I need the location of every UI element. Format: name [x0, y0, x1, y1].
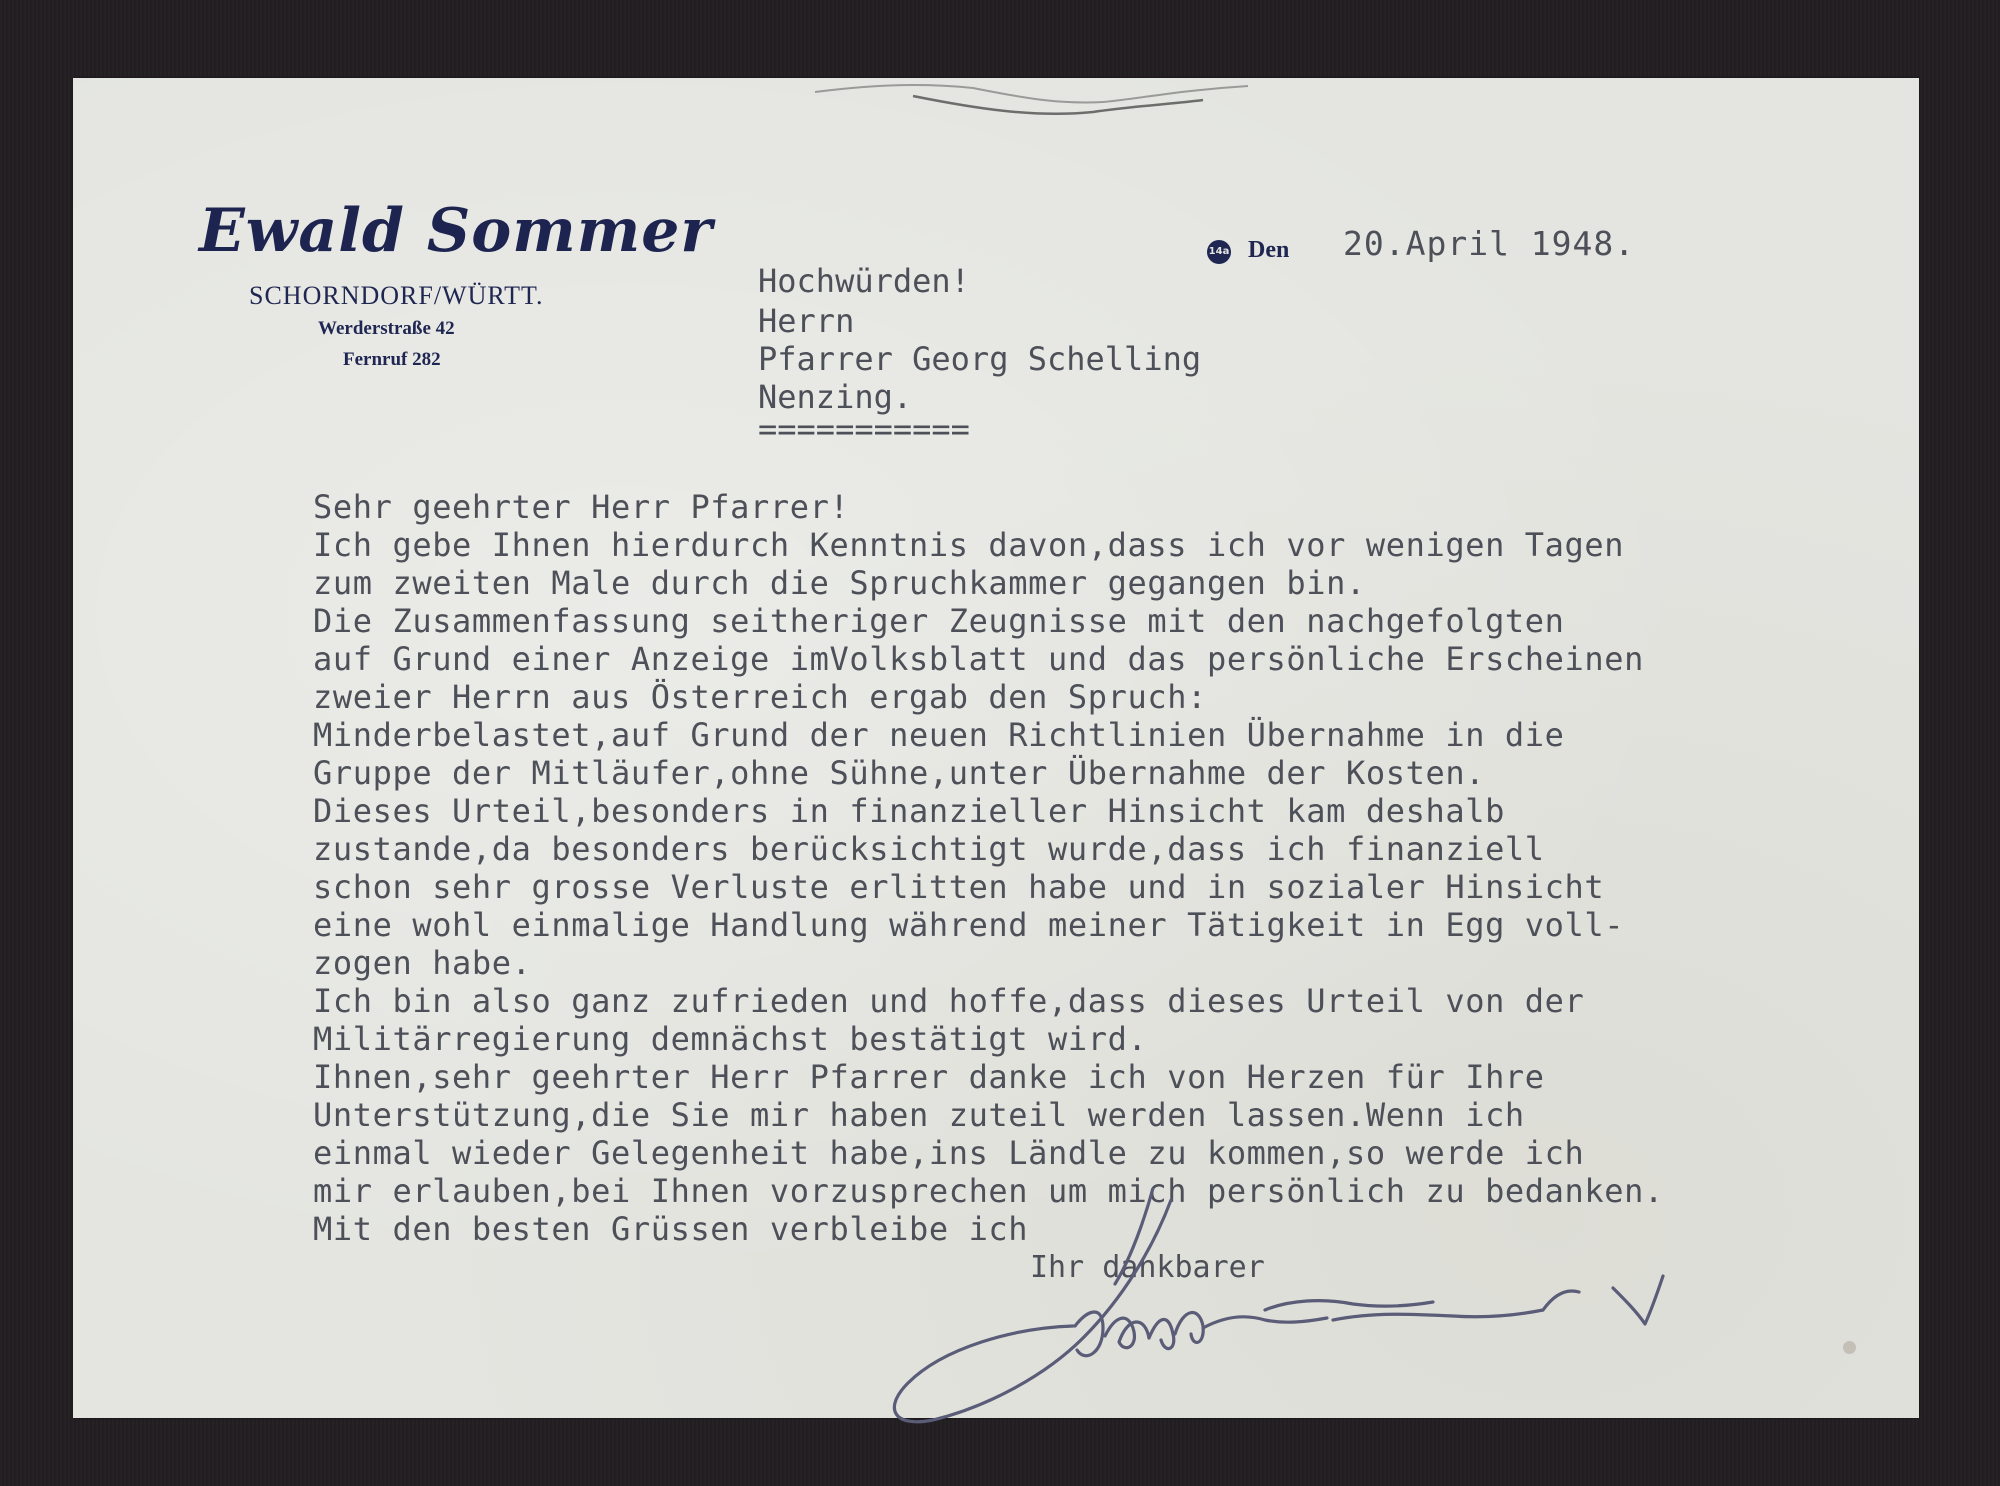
- body-line: zogen habe.: [313, 944, 532, 982]
- letterhead-street: Werderstraße 42: [318, 318, 455, 339]
- address-line: Hochwürden!: [758, 262, 970, 300]
- letterhead-phone: Fernruf 282: [343, 349, 441, 370]
- postal-code-badge: 14a: [1207, 240, 1231, 264]
- body-line: schon sehr grosse Verluste erlitten habe und in sozialer Hinsicht: [313, 868, 1605, 906]
- letter-page: [73, 78, 1919, 1418]
- letter-date: 20.April 1948.: [1343, 224, 1636, 263]
- body-line: Gruppe der Mitläufer,ohne Sühne,unter Übernahme der Kosten.: [313, 754, 1486, 792]
- address-underline: ===========: [758, 410, 970, 448]
- letterhead-city: SCHORNDORF/WÜRTT.: [249, 281, 544, 310]
- body-line: Mit den besten Grüssen verbleibe ich: [313, 1210, 1029, 1248]
- body-line: Ihnen,sehr geehrter Herr Pfarrer danke ich von Herzen für Ihre: [313, 1058, 1545, 1096]
- body-line: Ich bin also ganz zufrieden und hoffe,dass dieses Urteil von der: [313, 982, 1585, 1020]
- closing-line: Ihr dankbarer: [1030, 1250, 1265, 1285]
- salutation: Sehr geehrter Herr Pfarrer!: [313, 488, 850, 526]
- paper-spot: [1843, 1341, 1856, 1354]
- body-line: Unterstützung,die Sie mir haben zuteil werden lassen.Wenn ich: [313, 1096, 1525, 1134]
- body-line: eine wohl einmalige Handlung während meiner Tätigkeit in Egg voll-: [313, 906, 1625, 944]
- body-line: Militärregierung demnächst bestätigt wird.: [313, 1020, 1148, 1058]
- body-line: zum zweiten Male durch die Spruchkammer gegangen bin.: [313, 564, 1366, 602]
- letterhead-name: Ewald Sommer: [199, 196, 714, 266]
- body-line: zustande,da besonders berücksichtigt wurde,dass ich finanziell: [313, 830, 1545, 868]
- handwritten-signature: [853, 1188, 1713, 1438]
- body-line: auf Grund einer Anzeige imVolksblatt und das persönliche Erscheinen: [313, 640, 1644, 678]
- body-line: mir erlauben,bei Ihnen vorzusprechen um mich persönlich zu bedanken.: [313, 1172, 1664, 1210]
- body-line: Minderbelastet,auf Grund der neuen Richtlinien Übernahme in die: [313, 716, 1565, 754]
- date-label: Den: [1248, 237, 1290, 263]
- body-line: Dieses Urteil,besonders in finanzieller Hinsicht kam deshalb: [313, 792, 1505, 830]
- body-line: Die Zusammenfassung seitheriger Zeugnisse mit den nachgefolgten: [313, 602, 1565, 640]
- paper-fold-mark: [803, 78, 1263, 128]
- address-line: Nenzing.: [758, 378, 913, 416]
- body-line: zweier Herrn aus Österreich ergab den Spruch:: [313, 678, 1207, 716]
- address-line: Herrn: [758, 302, 855, 340]
- address-line: Pfarrer Georg Schelling: [758, 340, 1202, 378]
- body-line: einmal wieder Gelegenheit habe,ins Ländle zu kommen,so werde ich: [313, 1134, 1585, 1172]
- body-line: Ich gebe Ihnen hierdurch Kenntnis davon,dass ich vor wenigen Tagen: [313, 526, 1625, 564]
